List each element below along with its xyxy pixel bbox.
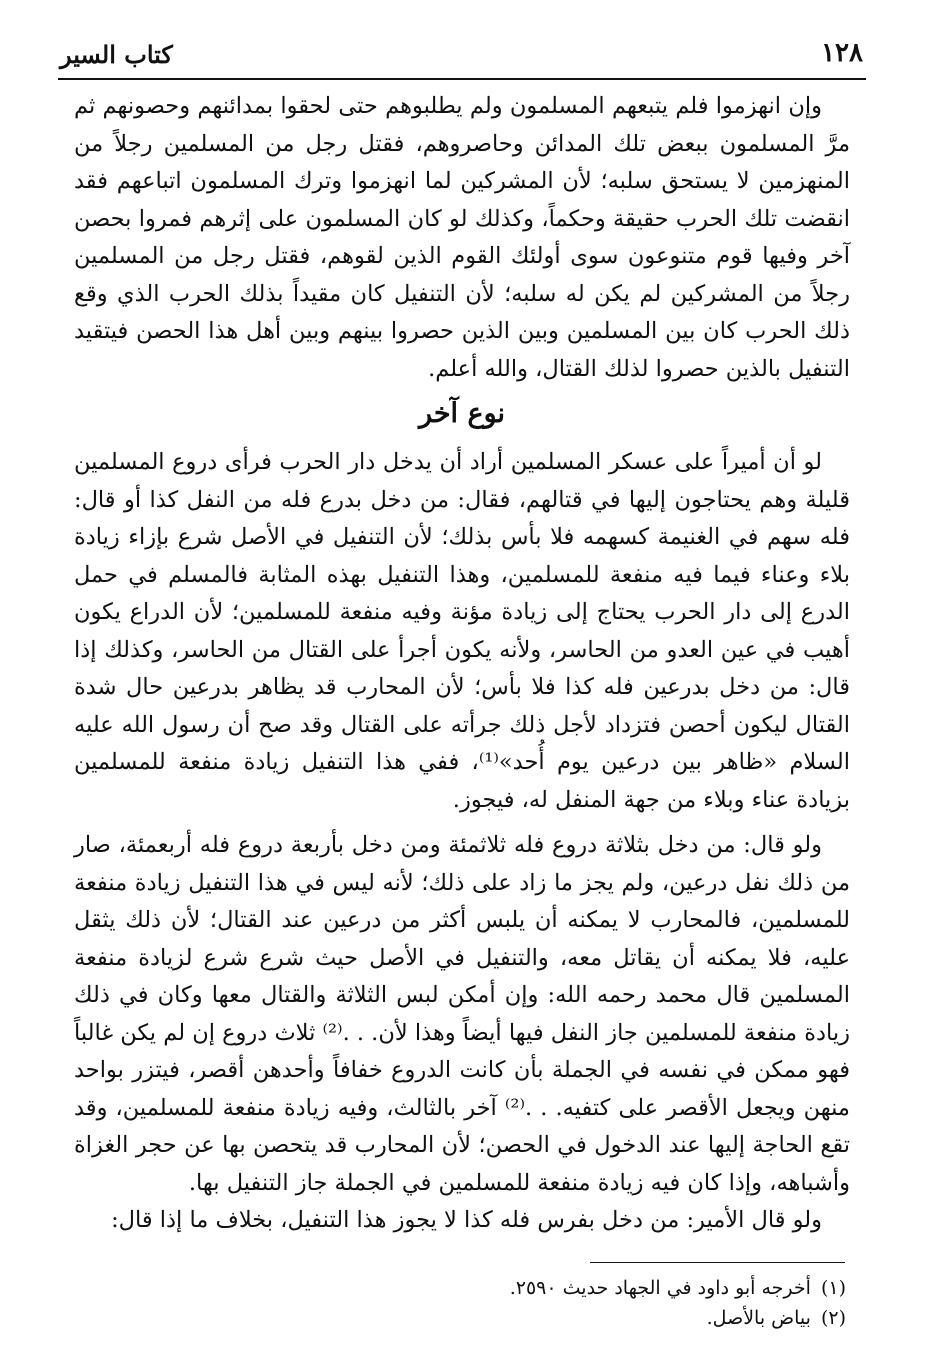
paragraph: ولو قال: من دخل بثلاثة دروع فله ثلاثمئة ومن دخل بأربعة دروع فله أربعمئة، صار من ذلك نفل درعين، ولم يجز ما زاد على ذلك؛ لأنه ليس في هذا التنفيل زيادة منفعة للمسلمين، فالمحارب لا يمكنه أن يلبس أكثر من درعين عند القتال؛ لأن ذلك يثقل عليه، فلا يمكنه أن يقاتل معه، والتنفيل في الأصل حيث شرع شرع لزيادة منفعة المسلمين قال محمد رحمه الله: وإن أمكن لبس الثلاثة والقتال معها وكان في ذلك زيادة منفعة للمسلمين جاز النفل فيها أيضاً وهذا لأن. . .⁽²⁾ ثلاث دروع إن لم يكن غالباً فهو ممكن في نفسه في الجملة بأن كانت الدروع خفافاً وأحدهن أقصر، فيتزر بواحد منهن ويجعل الأقصر على كتفيه. . .⁽²⁾ آخر بالثالث، وفيه زيادة منفعة للمسلمين، وقد تقع الحاجة إليها عند الدخول في الحصن؛ لأن المحارب قد يتحصن بها عن حجر الغزاة وأشباهه، وإذا كان فيه زيادة منفعة للمسلمين في الجملة جاز التنفيل بها. bbox=[73, 832, 850, 1196]
footnote-rule bbox=[590, 1262, 845, 1263]
paragraph: لو أن أميراً على عسكر المسلمين أراد أن يدخل دار الحرب فرأى دروع المسلمين قليلة وهم يحتاجون إليها في قتالهم، فقال: من دخل بدرع فله من النفل كذا أو قال: فله سهم في الغنيمة كسهمه فلا بأس بذلك؛ لأن التنفيل في الأصل شرع بإزاء زيادة بلاء وعناء فيما فيه منفعة للمسلمين، وهذا التنفيل بهذه المثابة فالمسلم في حمل الدرع إلى دار الحرب يحتاج إلى زيادة مؤنة وفيه منفعة للمسلمين؛ لأن الدراع يكون أهيب في عين العدو من الحاسر، ولأنه يكون أجرأ على القتال من الحاسر، وكذلك إذا قال: من دخل بدرعين فله كذا فلا بأس؛ لأن المحارب قد يظاهر بدرعين حال شدة القتال ليكون أحصن فتزداد لأجل ذلك جرأته على القتال وقد صح أن رسول الله عليه السلام «ظاهر بين درعين يوم أُحد»⁽¹⁾، ففي هذا التنفيل زيادة منفعة للمسلمين بزيادة عناء وبلاء من جهة المنفل له، فيجوز. bbox=[74, 449, 850, 813]
page-number: ١٢٨ bbox=[821, 38, 863, 68]
paragraph-gap bbox=[74, 819, 850, 827]
footnote-text: بياض بالأصل. bbox=[706, 1307, 811, 1329]
footnote-number: (٢) bbox=[820, 1307, 846, 1329]
footnotes bbox=[80, 1273, 846, 1333]
running-title: كتاب السير bbox=[60, 40, 173, 69]
header-rule bbox=[58, 78, 866, 80]
footnote bbox=[80, 1273, 846, 1303]
footnote bbox=[80, 1303, 846, 1333]
footnote-text: أخرجه أبو داود في الجهاد حديث ٢٥٩٠. bbox=[509, 1277, 811, 1299]
paragraph: ولو قال الأمير: من دخل بفرس فله كذا لا يجوز هذا التنفيل، بخلاف ما إذا قال: bbox=[111, 1207, 822, 1233]
footnote-number: (١) bbox=[820, 1277, 846, 1299]
page-header bbox=[60, 38, 863, 78]
paragraph: وإن انهزموا فلم يتبعهم المسلمون ولم يطلبوهم حتى لحقوا بمدائنهم وحصونهم ثم مرَّ المسلمون ببعض تلك المدائن وحاصروهم، فقتل رجل من المسلمين رجلاً من المنهزمين لا يستحق سلبه؛ لأن المشركين لما انهزموا وترك المسلمون اتباعهم فقد انقضت تلك الحرب حقيقة وحكماً، وكذلك لو كان المسلمون على إثرهم فمروا بحصن آخر وفيها قوم متنوعون سوى أولئك القوم الذين لقوهم، فقتل رجل من المسلمين رجلاً من المشركين لم يكن له سلبه؛ لأن التنفيل كان مقيداً بذلك الحرب الذي وقع ذلك الحرب كان بين المسلمين وبين الذين حصروا بينهم وبين أهل هذا الحصن فيتقيد التنفيل بالذين حصروا لذلك القتال، والله أعلم. bbox=[74, 93, 850, 382]
body-text bbox=[74, 88, 850, 1240]
section-heading: نوع آخر bbox=[418, 398, 506, 429]
